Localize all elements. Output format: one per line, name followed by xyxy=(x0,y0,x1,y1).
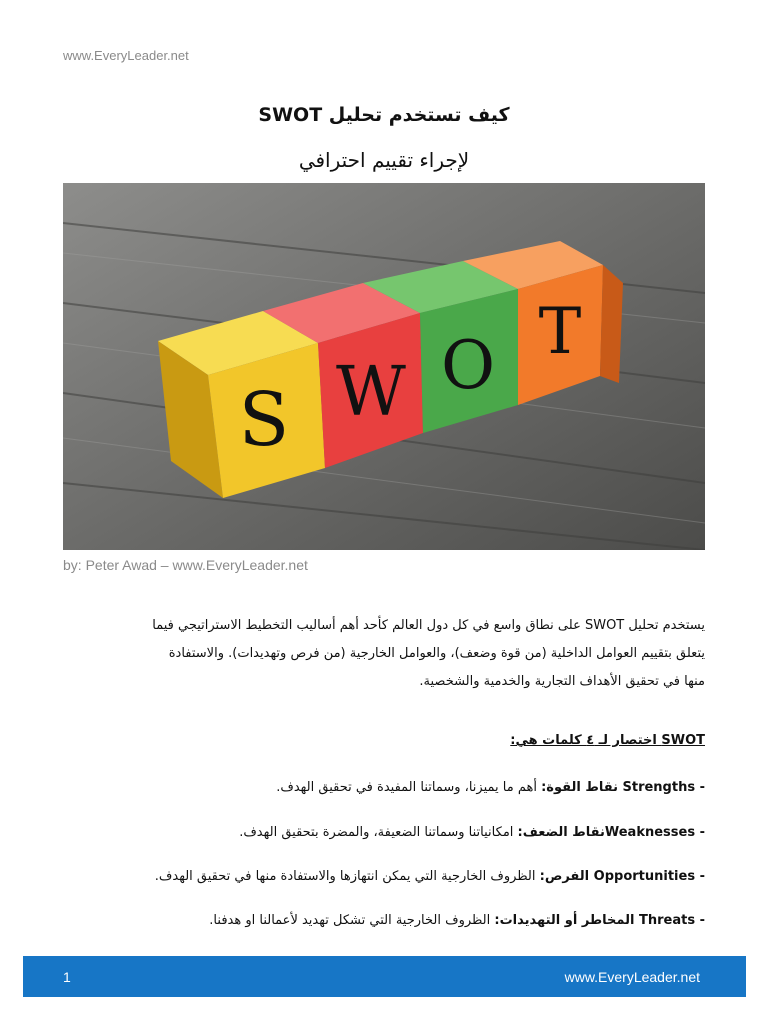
letter-t: T xyxy=(538,295,582,369)
page-title: كيف تستخدم تحليل SWOT xyxy=(258,104,510,126)
letter-s: S xyxy=(238,377,290,463)
definition-text: امكانياتنا وسماتنا الضعيفة، والمضرة بتحقيق الهدف. xyxy=(239,825,514,840)
intro-line: يستخدم تحليل SWOT على نطاق واسع في كل دول العالم كأحد أهم أساليب التخطيط الاستراتيجي فيما xyxy=(152,618,705,633)
footer-site-link[interactable]: www.EveryLeader.net xyxy=(564,969,700,985)
definition-weaknesses xyxy=(45,825,705,840)
page-footer xyxy=(23,956,746,997)
definition-term: - Weaknessesنقاط الضعف: xyxy=(517,825,705,840)
definition-text: الظروف الخارجية التي يمكن انتهازها والاستفادة منها في تحقيق الهدف. xyxy=(154,869,536,884)
swot-blocks-image xyxy=(63,183,705,550)
definitions-heading: SWOT اختصار لـ ٤ كلمات هي: xyxy=(510,733,705,748)
definition-term: - Strengths نقاط القوة: xyxy=(541,780,705,795)
letter-o: O xyxy=(440,327,496,404)
image-caption: by: Peter Awad – www.EveryLeader.net xyxy=(63,557,308,573)
site-header-link[interactable]: www.EveryLeader.net xyxy=(63,48,189,63)
letter-w: W xyxy=(336,353,406,432)
page-subtitle: لإجراء تقييم احترافي xyxy=(298,148,470,172)
intro-line: منها في تحقيق الأهداف التجارية والخدمية والشخصية. xyxy=(419,674,705,689)
intro-line: يتعلق بتقييم العوامل الداخلية (من قوة وضعف)، والعوامل الخارجية (من فرص وتهديدات). والاستفادة xyxy=(168,646,705,661)
swot-blocks-illustration xyxy=(63,183,705,550)
definition-term: - Opportunities الفرص: xyxy=(539,869,705,884)
definition-opportunities xyxy=(45,869,705,884)
page-number: 1 xyxy=(63,969,71,985)
definition-term: - Threats المخاطر أو التهديدات: xyxy=(494,913,705,928)
definition-text: الظروف الخارجية التي تشكل تهديد لأعمالنا او هدفنا. xyxy=(209,913,491,928)
definition-threats xyxy=(45,913,705,928)
definition-strengths xyxy=(45,780,705,795)
definition-text: أهم ما يميزنا، وسماتنا المفيدة في تحقيق الهدف. xyxy=(276,780,537,795)
intro-paragraph xyxy=(63,612,705,696)
